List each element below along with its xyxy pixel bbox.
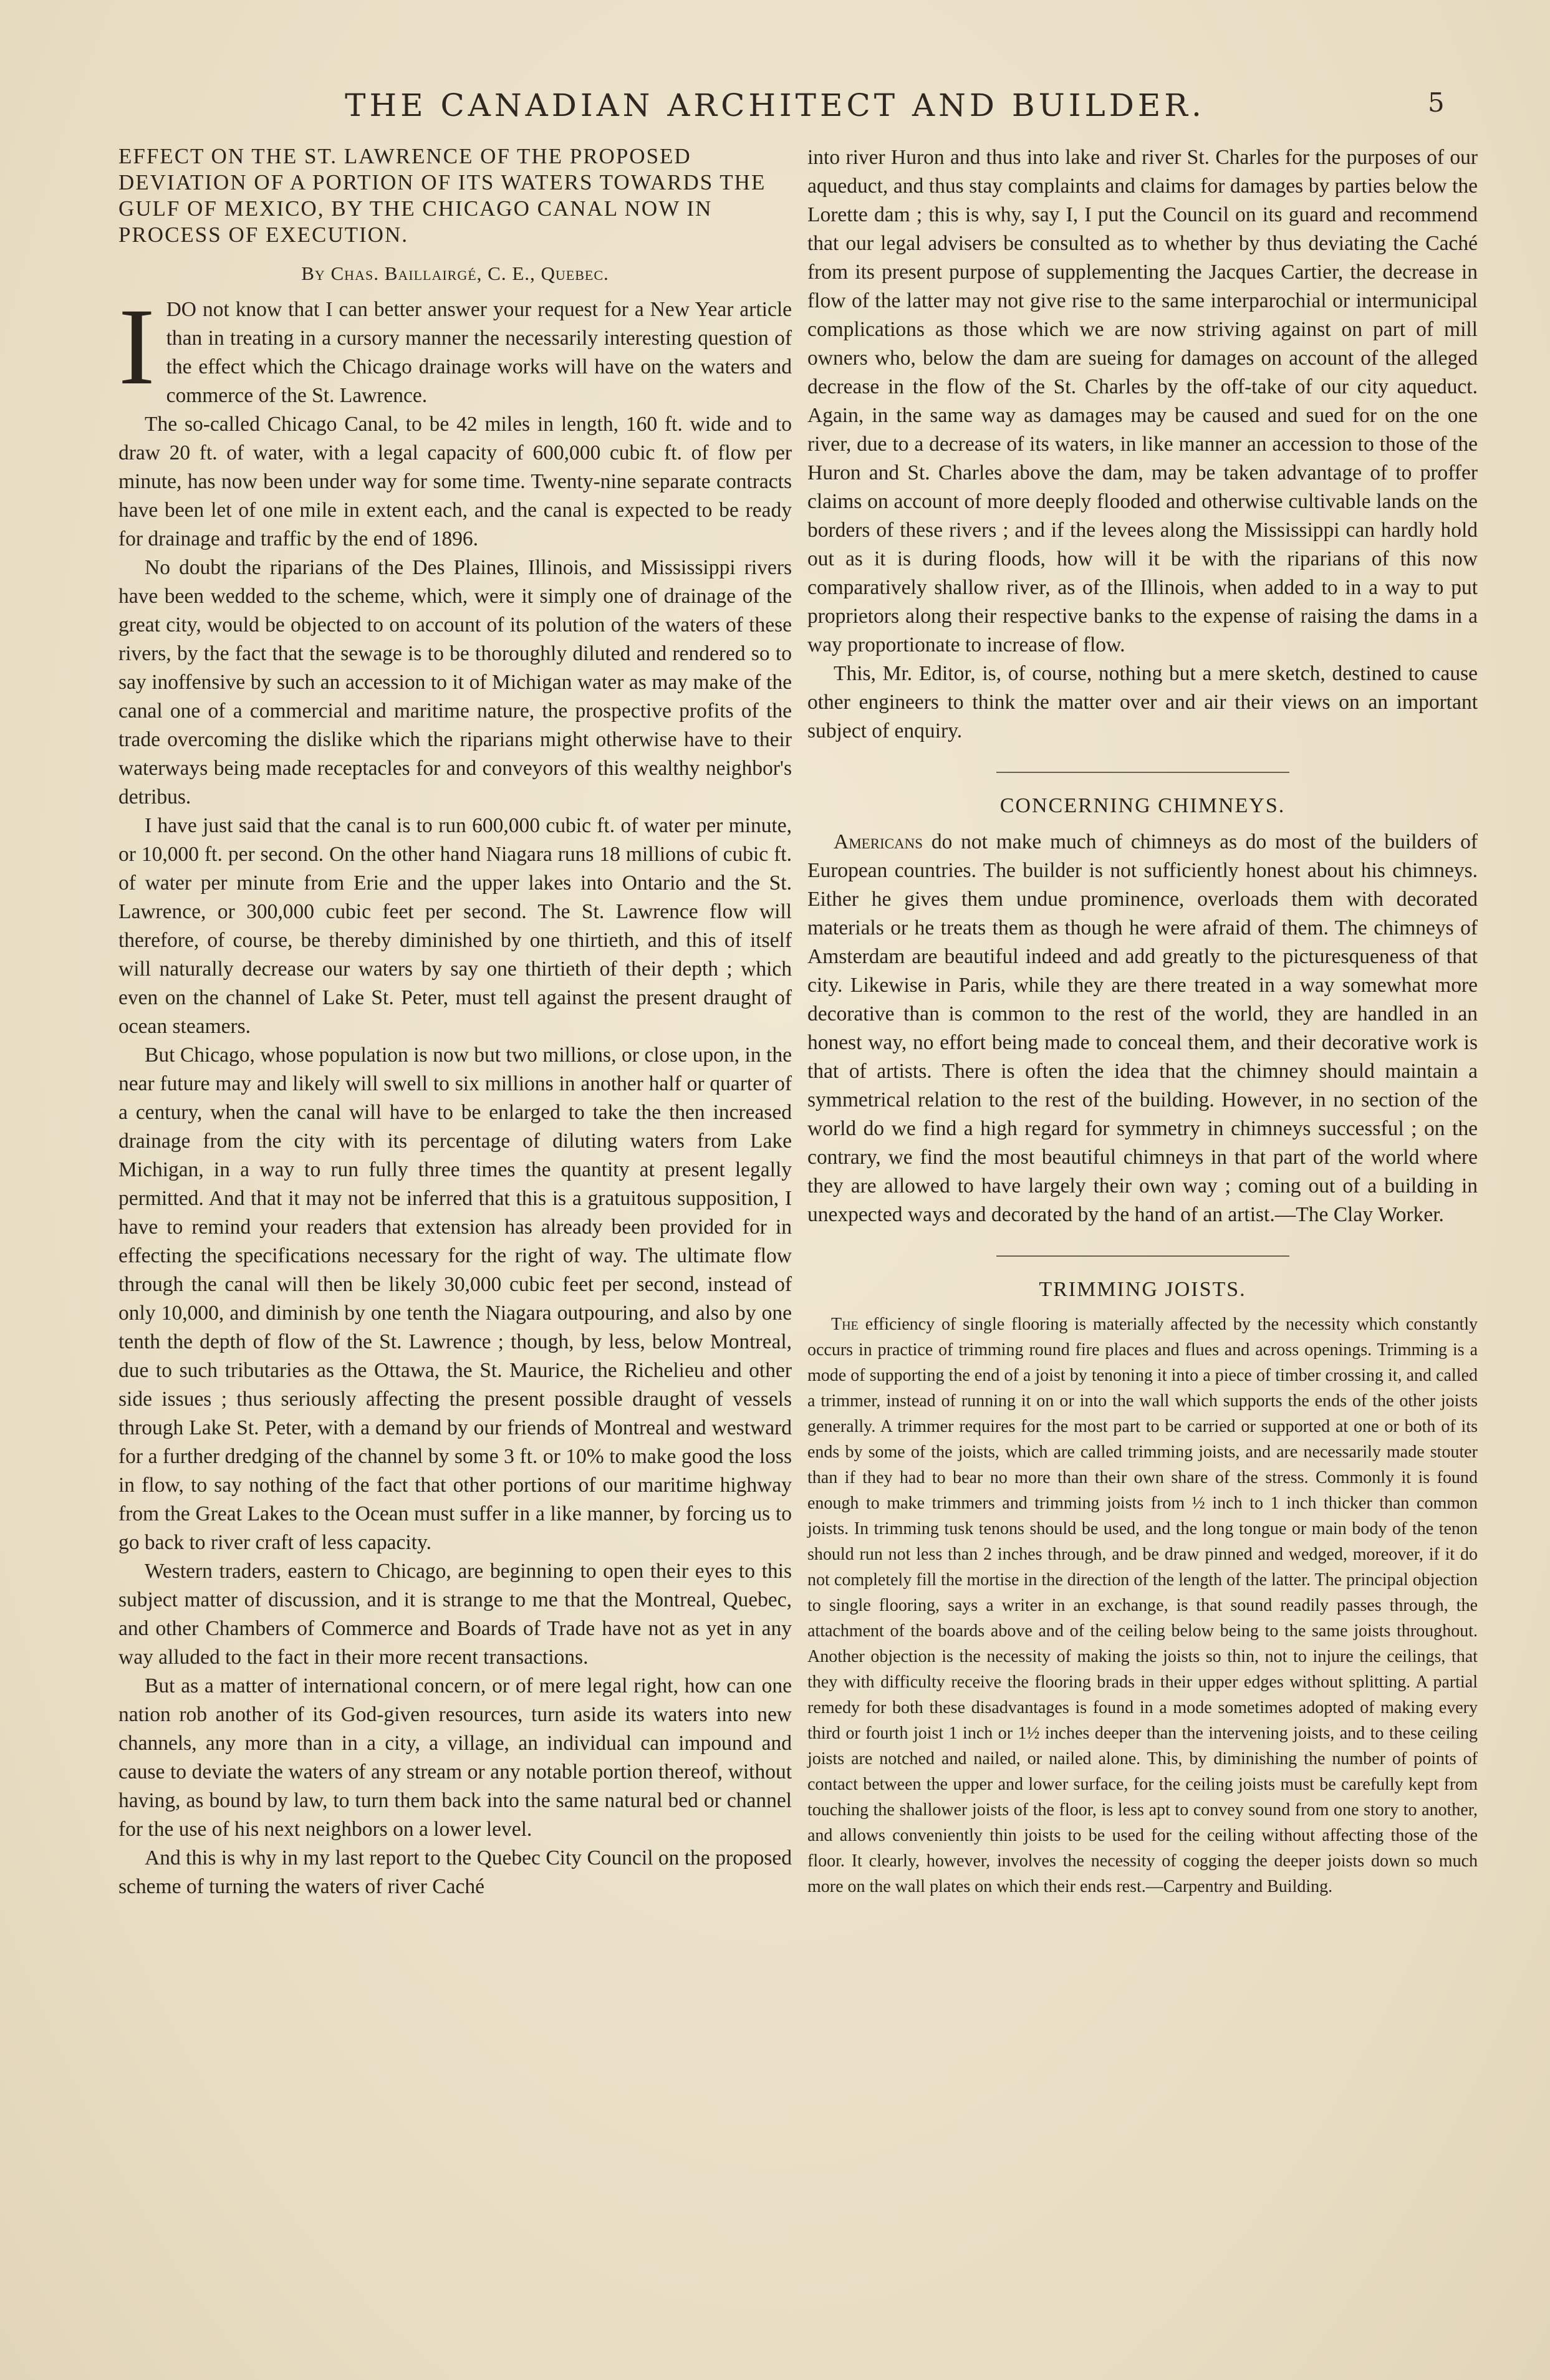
article-title-st-lawrence: EFFECT ON THE ST. LAWRENCE OF THE PROPOSED DEVIATION OF A PORTION OF ITS WATERS TOWARDS THE GULF OF MEXICO, BY THE CHICAGO CANAL NOW IN PROCESS OF EXECUTION.	[118, 144, 766, 247]
article-paragraph-2: The so-called Chicago Canal, to be 42 miles in length, 160 ft. wide and to draw 20 ft. of water, with a legal capacity of 600,000 cubic ft. of flow per minute, has now been under way for some time. Twenty-nine separate contracts have been let of one mile in extent each, and the canal is expected to be ready for drainage and traffic by the end of 1896.	[118, 413, 792, 550]
article-continuation-1: into river Huron and thus into lake and river St. Charles for the purposes of our aqueduct, and thus stay complaints and claims for damages by parties below the Lorette dam ; this is why, say I, I put the Council on its guard and recommend that our legal advisers be consulted as to whether by thus deviating the Caché from its present purpose of supplementing the Jacques Cartier, the decrease in flow of the latter may not give rise to the same interparochial or intermunicipal complications as those which we are now striving against on part of mill owners who, below the dam are sueing for damages on account of the alleged decrease in the flow of the St. Charles by the off-take of our city aqueduct. Again, in the same way as damages may be caused and sued for on the one river, due to a decrease of its waters, in like manner an accession to those of the Huron and St. Charles above the dam, may be taken advantage of to proffer claims on account of more deeply flooded and otherwise cultivable lands on the borders of these rivers ; and if the levees along the Mississippi can hardly hold out as it is during floods, how will it be with the riparians of this now comparatively shallow river, as of the Illinois, when added to in a way to put proprietors along their respective banks to the expense of raising the dams in a way proportionate to increase of flow.	[807, 146, 1478, 656]
left-column	[118, 143, 792, 1901]
right-column	[807, 143, 1478, 1899]
section-divider	[996, 1255, 1289, 1257]
article-paragraph-8: And this is why in my last report to the Quebec City Council on the proposed scheme of turning the waters of river Caché	[118, 1846, 792, 1898]
article-paragraph-3: No doubt the riparians of the Des Plaines, Illinois, and Mississippi rivers have been wedded to the scheme, which, were it simply one of drainage of the great city, would be objected to on account of its polution of the waters of these rivers, by the fact that the sewage is to be thoroughly diluted and rendered so to say inoffensive by such an accession to it of Michigan water as may make of the canal one of a commercial and maritime nature, the prospective profits of the trade overcoming the dislike which the riparians might otherwise have to their waterways being made receptacles for and conveyors of this wealthy neighbor's detribus.	[118, 556, 792, 809]
article-byline: By Chas. Baillairgé, C. E., Quebec.	[301, 262, 609, 284]
article-paragraph-1	[118, 286, 792, 410]
running-head: THE CANADIAN ARCHITECT AND BUILDER.	[345, 87, 1205, 123]
drop-cap: I	[118, 286, 155, 408]
paragraph-text: DO not know that I can better answer your request for a New Year article than in treating in a cursory manner the necessarily interesting question of the effect which the Chicago drainage works will have on the waters and commerce of the St. Lawrence.	[166, 298, 792, 407]
trimming-joists-body	[807, 1312, 1478, 1899]
article-title-chimneys: CONCERNING CHIMNEYS.	[999, 794, 1286, 817]
article-paragraph-5: But Chicago, whose population is now but two millions, or close upon, in the near future may and likely will swell to six millions in another half or quarter of a century, when the canal will have to be enlarged to take the then increased drainage from the city with its percentage of diluting waters from Lake Michigan, in a way to run fully three times the quantity at present legally permitted. And that it may not be inferred that this is a gratuitous supposition, I have to remind your readers that extension has already been provided for in effecting the specifications necessary for the right of way. The ultimate flow through the canal will then be likely 30,000 cubic feet per second, instead of only 10,000, and diminish by one tenth the Niagara outpouring, and also by one tenth the depth of flow of the St. Lawrence ; though, by less, below Montreal, due to such tributaries as the Ottawa, the St. Maurice, the Richelieu and other side issues ; thus seriously affecting the present possible draught of vessels through Lake St. Peter, with a demand by our friends of Montreal and westward for a further dredging of the channel by some 3 ft. or 10% to make good the loss in flow, to say nothing of the fact that other portions of our maritime highway from the Great Lakes to the Ocean must suffer in a like manner, by forcing us to go back to river craft of less capacity.	[118, 1044, 792, 1554]
paragraph-text: efficiency of single flooring is materially affected by the necessity which constantly occurs in practice of trimming round fire places and flues and across openings. Trimming is a mode of supporting the end of a joist by tenoning it into a piece of timber crossing it, and called a trimmer, instead of running it on or into the wall which supports the ends of the other joists generally. A trimmer requires for the most part to be carried or supported at one or both of its ends by some of the joists, which are called trimming joists, and are necessarily made stouter than if they had to bear no more than their own share of the stress. Commonly it is found enough to make trimmers and trimming joists from ½ inch to 1 inch thicker than common joists. In trimming tusk tenons should be used, and the long tongue or main body of the tenon should run not less than 2 inches through, and be draw pinned and wedged, moreover, if it do not completely fill the mortise in the direction of the length of the latter. The principal objection to single flooring, says a writer in an exchange, is that sound readily passes through, the attachment of the boards above and of the ceiling below being to the same joists throughout. Another objection is the necessity of making the joists so thin, not to injure the ceilings, that they with difficulty receive the flooring brads in their upper edges without splitting. A partial remedy for both these disadvantages is found in a mode sometimes adopted of making every third or fourth joist 1 inch or 1½ inches deeper than the intervening joists, and to these ceiling joists are notched and nailed, or nailed alone. This, by diminishing the number of points of contact between the upper and lower surface, for the ceiling joists must be carefully kept from touching the shallower joists of the floor, is less apt to convey sound from one story to another, and allows conveniently thin joists to be used for the ceiling without affecting those of the floor. It clearly, however, involves the necessity of cogging the deeper joists down so much more on the wall plates on which their ends rest.—Carpentry and Building.	[807, 1315, 1478, 1896]
page-number: 5	[1428, 87, 1445, 118]
article-paragraph-7: But as a matter of international concern, or of mere legal right, how can one nation rob another of its God-given resources, turn aside its waters into new channels, any more than in a city, a village, an individual can impound and cause to deviate the waters of any stream or any notable portion thereof, without having, as bound by law, to turn them back into the same natural bed or channel for the use of his next neighbors on a lower level.	[118, 1674, 792, 1841]
trimming-paragraph	[807, 1312, 1478, 1899]
lead-word: Americans	[834, 830, 923, 853]
article-title-trimming-joists: TRIMMING JOISTS.	[1039, 1278, 1246, 1301]
paragraph-text: do not make much of chimneys as do most of the builders of European countries. The builder is not sufficiently honest about his chimneys. Either he gives them undue prominence, overloads them with decorated materials or he treats them as though he were afraid of them. The chimneys of Amsterdam are beautiful indeed and add greatly to the picturesqueness of that city. Likewise in Paris, while they are there treated in a way somewhat more decorative than is common to the rest of the world, they are handled in an honest way, no effort being made to conceal them, and their decorative work is that of artists. There is often the idea that the chimney should maintain a symmetrical relation to the rest of the building. However, in no section of the world do we find a high regard for symmetry in chimneys successful ; on the contrary, we find the most beautiful chimneys in that part of the world where they are allowed to have largely their own way ; coming out of a building in unexpected ways and decorated by the hand of an artist.—The Clay Worker.	[807, 830, 1478, 1226]
chimneys-paragraph	[807, 828, 1478, 1229]
article-paragraph-4: I have just said that the canal is to run 600,000 cubic ft. of water per minute, or 10,000 ft. per second. On the other hand Niagara runs 18 millions of cubic ft. of water per minute from Erie and the upper lakes into Ontario and the St. Lawrence, or 300,000 cubic feet per second. The St. Lawrence flow will therefore, of course, be thereby diminished by one thirtieth, and this of itself will naturally decrease our waters by say one thirtieth of their depth ; which even on the channel of Lake St. Peter, must tell against the present draught of ocean steamers.	[118, 814, 792, 1038]
article-continuation-2: This, Mr. Editor, is, of course, nothing but a mere sketch, destined to cause other engineers to think the matter over and air their views on an important subject of enquiry.	[807, 662, 1478, 742]
lead-word: The	[831, 1315, 859, 1334]
article-paragraph-6: Western traders, eastern to Chicago, are beginning to open their eyes to this subject matter of discussion, and it is strange to me that the Montreal, Quebec, and other Chambers of Commerce and Boards of Trade have not as yet in any way alluded to the fact in their more recent transactions.	[118, 1560, 792, 1669]
section-divider	[996, 772, 1289, 773]
